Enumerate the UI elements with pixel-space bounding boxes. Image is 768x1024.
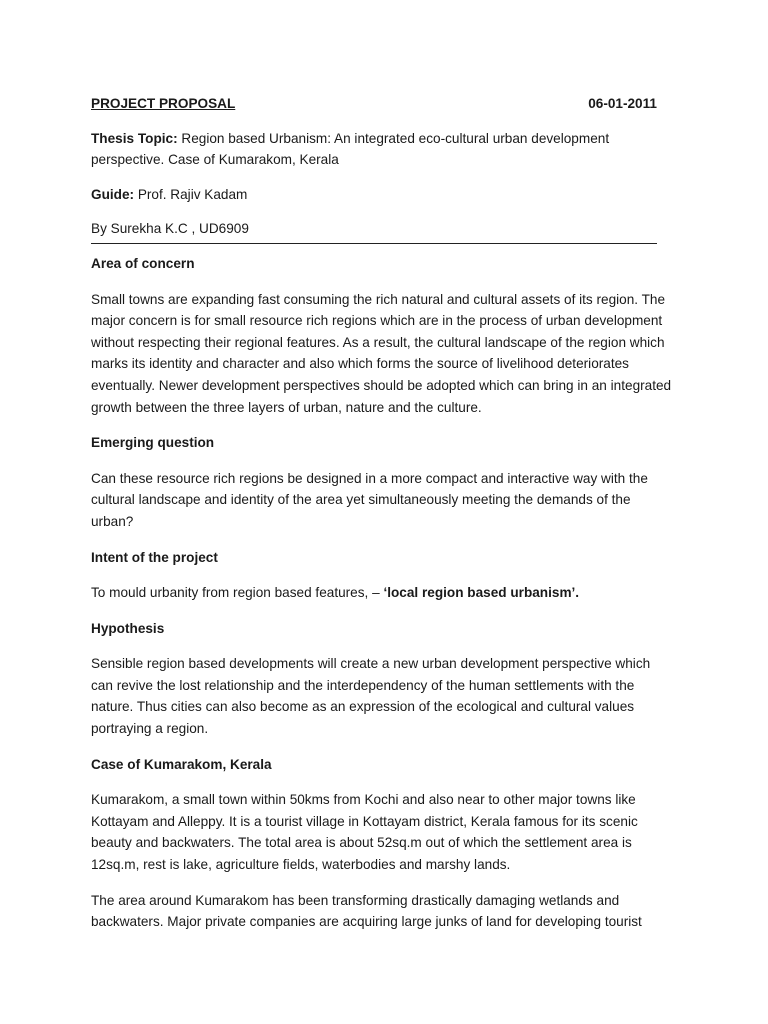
concern-heading: Area of concern [91,255,195,271]
thesis-topic [91,128,673,171]
guide-label: Guide: [91,186,135,202]
intent-heading: Intent of the project [91,549,218,565]
intent-body [91,582,673,604]
guide-text: Prof. Rajiv Kadam [134,186,248,202]
case-body-2: The area around Kumarakom has been transforming drastically damaging wetlands and backwaters. Major private companies are acquiring large junks of land for developing tourist [91,892,642,930]
proposal-date: 06-01-2011 [588,96,657,111]
case-heading: Case of Kumarakom, Kerala [91,756,272,772]
hypothesis-body: Sensible region based developments will create a new urban development perspective which can revive the lost relationship and the interdependency of the human settlements with the nature. Thus cities can also become as an expression of the ecological and cultural values portraying a region. [91,656,651,737]
hypothesis-heading: Hypothesis [91,620,165,636]
case-body-1: Kumarakom, a small town within 50kms from Kochi and also near to other major towns like Kottayam and Alleppy. It is a tourist village in Kottayam district, Kerala famous for its scenic beauty and backwaters. The total area is about 52sq.m out of which the settlement area is 12sq.m, rest is lake, agriculture fields, waterbodies and marshy lands. [91,792,638,873]
question-body: Can these resource rich regions be designed in a more compact and interactive way with the cultural landscape and identity of the area yet simultaneously meeting the demands of the urban? [91,470,648,529]
header-divider [91,243,657,244]
thesis-label: Thesis Topic: [91,130,178,146]
question-heading: Emerging question [91,435,215,451]
document-header [91,93,657,115]
thesis-text: Region based Urbanism: An integrated eco-cultural urban development perspective. Case of Kumarakom, Kerala [91,130,610,168]
document-body [91,93,673,933]
proposal-title: PROJECT PROPOSAL [91,96,236,111]
intent-body-emphasis: ‘local region based urbanism’. [383,585,580,601]
concern-body: Small towns are expanding fast consuming the rich natural and cultural assets of its region. The major concern is for small resource rich regions which are in the process of urban development without respecting their regional features. As a result, the cultural landscape of the region which marks its identity and character and also which forms the source of livelihood deteriorates eventually. Newer development perspectives should be adopted which can bring in an integrated growth between the three layers of urban, nature and the culture. [91,291,672,415]
intent-body-text: To mould urbanity from region based features, – [91,585,384,601]
author-line: By Surekha K.C , UD6909 [91,221,249,237]
guide-line [91,184,673,206]
